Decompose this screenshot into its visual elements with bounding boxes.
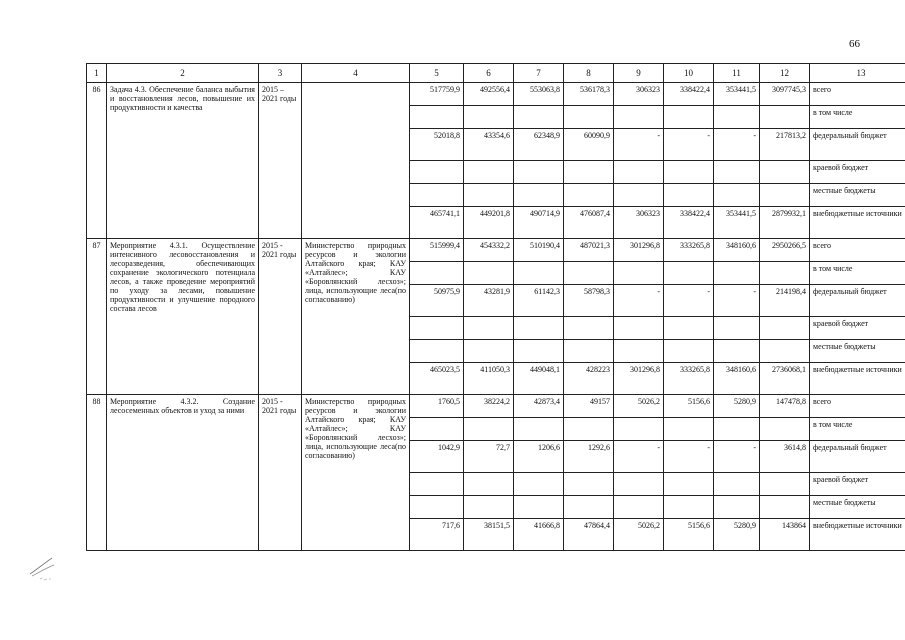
value-cell: 465023,5 (410, 363, 464, 395)
value-cell (664, 317, 714, 340)
value-cell (564, 106, 614, 129)
handwritten-mark (28, 556, 58, 582)
value-cell (564, 161, 614, 184)
value-cell: 38224,2 (464, 395, 514, 418)
value-cell: 1292,6 (564, 441, 614, 473)
value-cell: 517759,9 (410, 83, 464, 106)
value-cell: 338422,4 (664, 83, 714, 106)
page-number: 66 (849, 38, 860, 50)
value-cell (760, 106, 810, 129)
value-cell: 72,7 (464, 441, 514, 473)
value-cell (564, 418, 614, 441)
value-cell: 1042,9 (410, 441, 464, 473)
funding-source-label: в том числе (810, 106, 905, 129)
table-row (87, 83, 905, 106)
funding-source-label: федеральный бюджет (810, 441, 905, 473)
value-cell (714, 473, 760, 496)
measure-description: Мероприятие 4.3.1. Осуществление интенсивного лесовосстановления и лесоразведения, обеспечивающих сохранение экологического потенциала лесов, а также проведение мероприятий по уходу за лесами, повышение продуктивности и улучшение породного состава лесов (107, 239, 259, 395)
column-header: 6 (464, 64, 514, 83)
value-cell (514, 496, 564, 519)
value-cell: 301296,8 (614, 363, 664, 395)
header-row (87, 64, 905, 83)
value-cell (514, 317, 564, 340)
value-cell (614, 418, 664, 441)
funding-source-label: внебюджетные источники (810, 363, 905, 395)
value-cell: 214198,4 (760, 285, 810, 317)
row-number: 86 (87, 83, 107, 239)
value-cell (714, 184, 760, 207)
value-cell (664, 496, 714, 519)
value-cell: 348160,6 (714, 239, 760, 262)
column-header: 8 (564, 64, 614, 83)
value-cell: 515999,4 (410, 239, 464, 262)
value-cell (464, 340, 514, 363)
column-header: 9 (614, 64, 664, 83)
value-cell: 348160,6 (714, 363, 760, 395)
value-cell (564, 317, 614, 340)
value-cell (464, 473, 514, 496)
value-cell (464, 161, 514, 184)
value-cell: 717,6 (410, 519, 464, 551)
value-cell: 476087,4 (564, 207, 614, 239)
value-cell (664, 161, 714, 184)
value-cell: 536178,3 (564, 83, 614, 106)
value-cell: 5156,6 (664, 519, 714, 551)
value-cell (564, 184, 614, 207)
funding-source-label: местные бюджеты (810, 340, 905, 363)
value-cell (614, 496, 664, 519)
value-cell: 3614,8 (760, 441, 810, 473)
value-cell: 43354,6 (464, 129, 514, 161)
value-cell: 2950266,5 (760, 239, 810, 262)
value-cell: 333265,8 (664, 239, 714, 262)
executor-cell (302, 83, 410, 239)
value-cell: 60090,9 (564, 129, 614, 161)
value-cell: 454332,2 (464, 239, 514, 262)
value-cell (514, 184, 564, 207)
value-cell (514, 473, 564, 496)
value-cell: 487021,3 (564, 239, 614, 262)
column-header: 12 (760, 64, 810, 83)
value-cell: 2736068,1 (760, 363, 810, 395)
column-header: 5 (410, 64, 464, 83)
value-cell: 47864,4 (564, 519, 614, 551)
funding-source-label: краевой бюджет (810, 161, 905, 184)
value-cell (410, 473, 464, 496)
value-cell (760, 184, 810, 207)
value-cell: 5280,9 (714, 395, 760, 418)
value-cell (664, 340, 714, 363)
value-cell (514, 340, 564, 363)
funding-source-label: всего (810, 395, 905, 418)
value-cell: - (614, 441, 664, 473)
value-cell (664, 184, 714, 207)
value-cell: 143864 (760, 519, 810, 551)
table-row (87, 395, 905, 418)
value-cell: 1206,6 (514, 441, 564, 473)
value-cell (664, 106, 714, 129)
value-cell: 449201,8 (464, 207, 514, 239)
value-cell: 428223 (564, 363, 614, 395)
value-cell: 306323 (614, 207, 664, 239)
column-header: 7 (514, 64, 564, 83)
value-cell (714, 161, 760, 184)
value-cell: 38151,5 (464, 519, 514, 551)
value-cell (714, 317, 760, 340)
value-cell (614, 340, 664, 363)
measure-description: Мероприятие 4.3.2. Создание лесосеменных объектов и уход за ними (107, 395, 259, 551)
measure-description: Задача 4.3. Обеспечение баланса выбытия и восстановления лесов, повышение их продуктивности и качества (107, 83, 259, 239)
funding-source-label: в том числе (810, 418, 905, 441)
value-cell: - (714, 285, 760, 317)
value-cell (564, 473, 614, 496)
value-cell (410, 496, 464, 519)
value-cell (714, 262, 760, 285)
value-cell: 217813,2 (760, 129, 810, 161)
value-cell (760, 262, 810, 285)
value-cell (760, 161, 810, 184)
value-cell (760, 340, 810, 363)
value-cell (714, 496, 760, 519)
value-cell: 3097745,3 (760, 83, 810, 106)
value-cell (614, 317, 664, 340)
column-header: 4 (302, 64, 410, 83)
value-cell: 58798,3 (564, 285, 614, 317)
column-header: 11 (714, 64, 760, 83)
funding-source-label: внебюджетные источники (810, 207, 905, 239)
executor-cell: Министерство природных ресурсов и экологии Алтайского края; КАУ «Алтайлес»; КАУ «Боровлянский лесхоз»; лица, использующие леса(по согласованию) (302, 395, 410, 551)
value-cell (664, 473, 714, 496)
value-cell (564, 262, 614, 285)
value-cell (714, 418, 760, 441)
row-number: 88 (87, 395, 107, 551)
funding-source-label: внебюджетные источники (810, 519, 905, 551)
value-cell: 306323 (614, 83, 664, 106)
value-cell: 5026,2 (614, 395, 664, 418)
value-cell: 353441,5 (714, 83, 760, 106)
funding-source-label: в том числе (810, 262, 905, 285)
column-header: 13 (810, 64, 905, 83)
value-cell (760, 317, 810, 340)
value-cell (464, 418, 514, 441)
value-cell: 490714,9 (514, 207, 564, 239)
value-cell (664, 262, 714, 285)
value-cell (760, 473, 810, 496)
value-cell (760, 418, 810, 441)
value-cell (410, 106, 464, 129)
value-cell (614, 184, 664, 207)
value-cell: 62348,9 (514, 129, 564, 161)
value-cell (410, 340, 464, 363)
value-cell: - (664, 441, 714, 473)
value-cell (514, 418, 564, 441)
value-cell (410, 161, 464, 184)
value-cell: - (714, 129, 760, 161)
value-cell: 43281,9 (464, 285, 514, 317)
value-cell (464, 184, 514, 207)
column-header: 10 (664, 64, 714, 83)
funding-source-label: краевой бюджет (810, 317, 905, 340)
value-cell: - (664, 129, 714, 161)
column-header: 1 (87, 64, 107, 83)
funding-source-label: всего (810, 83, 905, 106)
value-cell: 338422,4 (664, 207, 714, 239)
value-cell (614, 473, 664, 496)
table-row (87, 239, 905, 262)
value-cell: 553063,8 (514, 83, 564, 106)
value-cell: 5280,9 (714, 519, 760, 551)
value-cell (564, 496, 614, 519)
row-number: 87 (87, 239, 107, 395)
value-cell: 465741,1 (410, 207, 464, 239)
funding-source-label: местные бюджеты (810, 496, 905, 519)
value-cell (714, 340, 760, 363)
executor-cell: Министерство природных ресурсов и экологии Алтайского края; КАУ «Алтайлес»; КАУ «Боровлянский лесхоз»; лица, использующие леса(по согласованию) (302, 239, 410, 395)
value-cell: 52018,8 (410, 129, 464, 161)
value-cell: 41666,8 (514, 519, 564, 551)
value-cell (464, 317, 514, 340)
value-cell: - (714, 441, 760, 473)
value-cell (514, 106, 564, 129)
value-cell (410, 317, 464, 340)
value-cell (664, 418, 714, 441)
value-cell (410, 262, 464, 285)
value-cell (514, 161, 564, 184)
value-cell: 411050,3 (464, 363, 514, 395)
value-cell: 510190,4 (514, 239, 564, 262)
value-cell: 42873,4 (514, 395, 564, 418)
period-cell: 2015 - 2021 годы (259, 395, 302, 551)
value-cell: 5156,6 (664, 395, 714, 418)
funding-source-label: федеральный бюджет (810, 129, 905, 161)
value-cell: 2879932,1 (760, 207, 810, 239)
value-cell (614, 262, 664, 285)
value-cell (514, 262, 564, 285)
value-cell: 49157 (564, 395, 614, 418)
funding-source-label: федеральный бюджет (810, 285, 905, 317)
funding-source-label: краевой бюджет (810, 473, 905, 496)
value-cell: 449048,1 (514, 363, 564, 395)
value-cell: 333265,8 (664, 363, 714, 395)
value-cell: 5026,2 (614, 519, 664, 551)
value-cell (464, 496, 514, 519)
value-cell (464, 262, 514, 285)
value-cell (410, 418, 464, 441)
value-cell: - (664, 285, 714, 317)
funding-source-label: всего (810, 239, 905, 262)
value-cell (614, 161, 664, 184)
value-cell (464, 106, 514, 129)
value-cell: - (614, 285, 664, 317)
value-cell: 301296,8 (614, 239, 664, 262)
value-cell (564, 340, 614, 363)
budget-table (86, 63, 905, 551)
column-header: 2 (107, 64, 259, 83)
value-cell: 50975,9 (410, 285, 464, 317)
value-cell: 353441,5 (714, 207, 760, 239)
value-cell: 61142,3 (514, 285, 564, 317)
value-cell (614, 106, 664, 129)
funding-source-label: местные бюджеты (810, 184, 905, 207)
value-cell: 1760,5 (410, 395, 464, 418)
value-cell: - (614, 129, 664, 161)
period-cell: 2015 - 2021 годы (259, 239, 302, 395)
value-cell (760, 496, 810, 519)
column-header: 3 (259, 64, 302, 83)
value-cell (714, 106, 760, 129)
value-cell: 147478,8 (760, 395, 810, 418)
value-cell: 492556,4 (464, 83, 514, 106)
value-cell (410, 184, 464, 207)
period-cell: 2015 – 2021 годы (259, 83, 302, 239)
